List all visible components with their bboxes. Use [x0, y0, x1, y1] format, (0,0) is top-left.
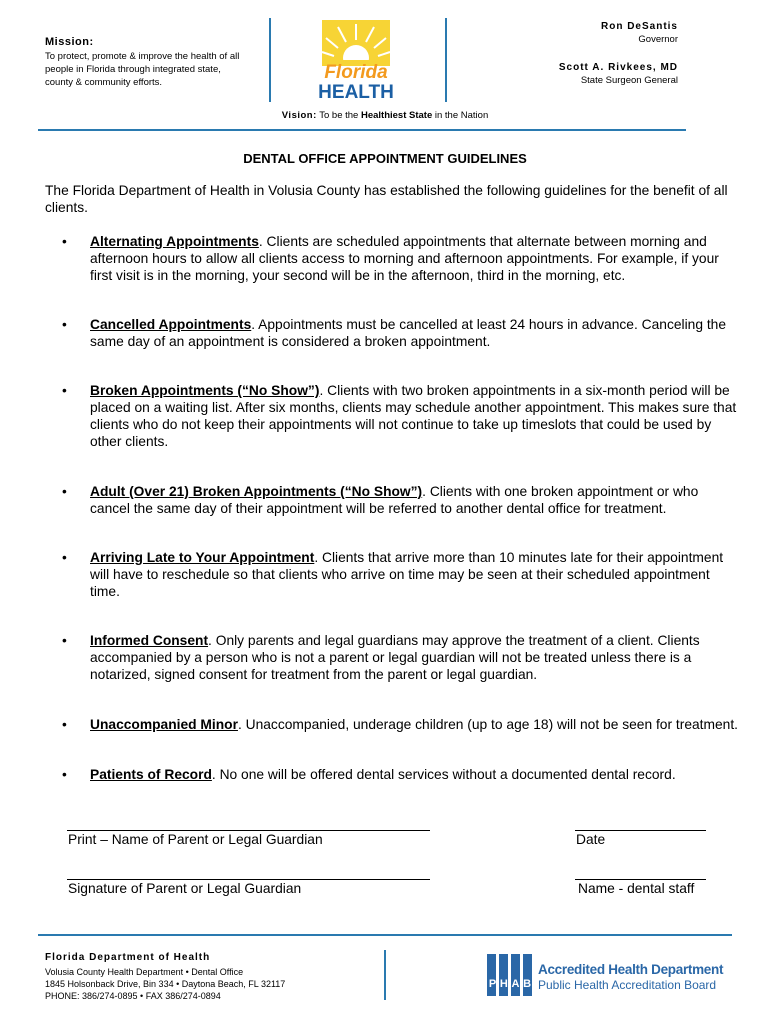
print-name-line[interactable] — [67, 830, 430, 831]
bullet-heading: Broken Appointments (“No Show”) — [90, 383, 320, 398]
list-item — [62, 766, 738, 783]
bullet-text: . Clients with one broken appointment or who cancel the same day of their appointment will be referred to another dental office for treatment. — [90, 484, 699, 516]
bullet-heading: Adult (Over 21) Broken Appointments (“No Show”) — [90, 484, 423, 499]
staff-name-label: Name - dental staff — [578, 881, 695, 896]
vision-bold: Healthiest State — [360, 110, 433, 121]
vision-post: in the Nation — [432, 110, 489, 121]
bullet-heading: Arriving Late to Your Appointment — [90, 550, 315, 565]
footer-line-1: Volusia County Health Department • Dental Office — [45, 967, 244, 977]
footer-org: Florida Department of Health — [45, 952, 211, 963]
officials — [559, 21, 678, 103]
logo-florida-text: Florida — [324, 62, 388, 83]
list-item — [62, 483, 738, 517]
phab-logo-icon — [487, 954, 533, 996]
header-rule — [38, 129, 686, 131]
list-item — [62, 632, 738, 683]
phab-board-text: Public Health Accreditation Board — [538, 978, 717, 992]
governor-title: Governor — [638, 34, 678, 45]
bullet-heading: Patients of Record — [90, 767, 212, 782]
list-item — [62, 716, 738, 733]
footer-line-2: 1845 Holsonback Drive, Bin 334 • Daytona Beach, FL 32117 — [45, 979, 286, 989]
bullet-heading: Unaccompanied Minor — [90, 717, 238, 732]
footer-divider — [384, 950, 386, 1000]
bullet-icon: • — [62, 717, 67, 732]
bullet-heading: Informed Consent — [90, 633, 209, 648]
bullet-text: . Unaccompanied, underage children (up to age 18) will not be seen for treatment. — [237, 717, 739, 732]
signature-label: Signature of Parent or Legal Guardian — [68, 881, 302, 896]
mission-text: To protect, promote & improve the health of all people in Florida through integrated state, county & community efforts. — [45, 51, 240, 88]
header-divider-right — [445, 18, 447, 102]
vision-statement — [0, 110, 770, 121]
footer-rule — [38, 934, 732, 936]
vision-label: Vision: — [281, 110, 317, 121]
list-item — [62, 382, 738, 450]
list-item — [62, 316, 738, 350]
staff-name-line[interactable] — [575, 879, 706, 880]
document-title: DENTAL OFFICE APPOINTMENT GUIDELINES — [243, 151, 527, 166]
bullet-icon: • — [62, 317, 67, 332]
bullet-icon: • — [62, 767, 67, 782]
list-item — [62, 233, 738, 284]
footer-line-3: PHONE: 386/274-0895 • FAX 386/274-0894 — [45, 991, 221, 1001]
footer-address — [45, 966, 285, 1002]
print-name-label: Print – Name of Parent or Legal Guardian — [68, 832, 323, 847]
header-divider-left — [269, 18, 271, 102]
bullet-icon: • — [62, 484, 67, 499]
bullet-text: . Clients are scheduled appointments that alternate between morning and afternoon hours to allow all clients access to morning and afternoon appointments. For example, if your first visit is in the morning, your second will be in the afternoon, third in the morning, etc. — [90, 234, 719, 283]
bullet-heading: Alternating Appointments — [90, 234, 259, 249]
logo-health-text: HEALTH — [318, 82, 394, 103]
list-item — [62, 549, 738, 600]
intro-paragraph: The Florida Department of Health in Volusia County has established the following guidelines for the benefit of all clients. — [45, 183, 728, 215]
bullet-text: . Clients with two broken appointments in a six-month period will be placed on a waiting list. After six months, clients may schedule another appointment. This makes sure that clients who do not keep their appointments will not continue to take up timeslots that could be used by other clients. — [90, 383, 737, 449]
surgeon-general-title: State Surgeon General — [580, 75, 678, 86]
date-label: Date — [576, 832, 606, 847]
bullet-icon: • — [62, 383, 67, 398]
governor-name: Ron DeSantis — [600, 21, 678, 32]
date-line[interactable] — [575, 830, 706, 831]
mission-title: Mission: — [45, 36, 94, 48]
bullet-icon: • — [62, 234, 67, 249]
bullet-icon: • — [62, 633, 67, 648]
phab-letters: P H A B — [488, 978, 532, 990]
bullet-text: . No one will be offered dental services without a documented dental record. — [211, 767, 676, 782]
bullet-heading: Cancelled Appointments — [90, 317, 252, 332]
surgeon-general-name: Scott A. Rivkees, MD — [558, 62, 678, 73]
accredited-text: Accredited Health Department — [538, 962, 724, 977]
signature-line[interactable] — [67, 879, 430, 880]
florida-health-logo — [318, 18, 394, 104]
bullet-text: . Only parents and legal guardians may approve the treatment of a client. Clients accompanied by a person who is not a parent or legal guardian will not be treated unless there is a notarized, signed consent for treatment from the parent or legal guardian. — [90, 633, 700, 682]
bullet-text: . Clients that arrive more than 10 minutes late for their appointment will have to reschedule so that clients who arrive on time may be seen at their scheduled appointment time. — [90, 550, 724, 599]
bullet-text: . Appointments must be cancelled at least 24 hours in advance. Canceling the same day of an appointment is considered a broken appointment. — [90, 317, 727, 349]
bullet-icon: • — [62, 550, 67, 565]
vision-pre: To be the — [319, 110, 361, 121]
